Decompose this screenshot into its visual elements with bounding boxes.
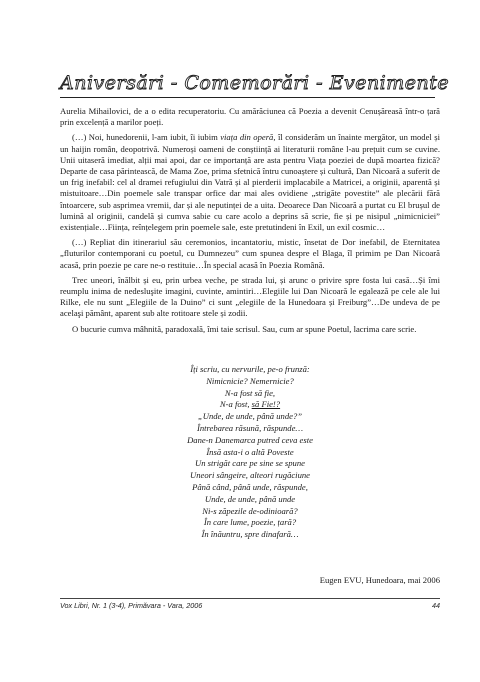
poem-line: N-a fost să fie, bbox=[224, 387, 276, 398]
paragraph-1: Aurelia Mihailovici, de a o edita recuperatoriu. Cu amărăciunea că Poezia a devenit Cenușăreasă într-o țară prin excelență a marilor poeți. bbox=[60, 106, 440, 128]
paragraph-4: Trec uneori, înălbit și eu, prin urbea veche, pe strada lui, și arunc o privire spre fosta lui casă…Și îmi reumplu inima de nedesluşite imagini, cuvinte, amintiri…Elegiile lui Dan Nicoară le egalează pe cele ale lui Rilke, ele nu sunt „Elegiile de la Duino” ci sunt „elegiile de la Hunedoara și Freiburg”…De undeva de pe acelaşi pământ, aparent sub alte rotitoare stele și zodii. bbox=[60, 274, 440, 319]
footer-divider bbox=[60, 598, 440, 599]
poem-line: Până când, până unde, răspunde, bbox=[192, 481, 308, 492]
paragraph-3: (…) Repliat din itinerariul său ceremonios, incantatoriu, mistic, însetat de Dor inefabil, de Eternitatea „fluturilor contemporani cu poetul, cu Dumnezeu” cum spunea despre el Blaga, îl primim pe Dan Nicoară acasă, prin poezie pe care ne-o restituie…În special acasă în Poezia Română. bbox=[60, 237, 440, 270]
poem-line: Un strigăt care pe sine se spune bbox=[195, 458, 305, 469]
paragraph-5: O bucurie cumva mâhnită, paradoxală, îmi taie scrisul. Sau, cum ar spune Poetul, lacrima care scrie. bbox=[72, 323, 417, 334]
poem-line: „Unde, de unde, până unde?” bbox=[197, 411, 303, 422]
section-title: Aniversări - Comemorări - Evenimente bbox=[60, 72, 450, 94]
paragraph-2-emphasis: viața din operă bbox=[220, 132, 274, 143]
poem-line: În înăuntru, spre dinafară… bbox=[201, 529, 299, 540]
poem-line bbox=[60, 399, 440, 411]
author-signature: Eugen EVU, Hunedoara, mai 2006 bbox=[319, 575, 440, 585]
page-number: 44 bbox=[432, 601, 440, 610]
paragraph-2 bbox=[60, 132, 440, 233]
poem-line: Întrebarea răsună, răspunde… bbox=[196, 422, 304, 433]
poem bbox=[60, 364, 440, 541]
poem-line: Uneori sângeire, alteori rugăciune bbox=[190, 470, 310, 481]
header-divider bbox=[60, 97, 435, 98]
journal-citation: Vox Libri, Nr. 1 (3-4), Primăvara - Vara, 2006 bbox=[60, 601, 203, 610]
poem-line: Nimicnicie? Nemernicie? bbox=[206, 375, 294, 386]
poem-line: Unde, de unde, până unde bbox=[204, 493, 296, 504]
article-body bbox=[60, 106, 440, 339]
poem-line-start: N-a fost, bbox=[219, 399, 252, 410]
poem-line: Ni-s zăpezile de-odinioară? bbox=[202, 505, 298, 516]
paragraph-2-rest: , îl considerăm un înainte mergător, un model și un haijin român, deopotrivă. Numeroși oameni de conștiință ai literaturii române l-au prețuit cum se cuvine. Unii uitaseră imediat, alții mai apoi, dar ce importanță are asta pentru Viața poeziei de după moartea fizică? Departe de casa părintească, de Mama Zoe, prima sfetnică întru cunoaștere și cultură, Dan Nicoară a suferit de un frig inefabil: cel al dramei refugiului din Vatră și al pierderii implacabile a Matricei, a originii, aparentă și mistuitoare…Din poemele sale transpar orfice dar mai ales ovidiene „strigăte povestite” ale plecării fără întoarcere, sub asprimea vremii, dar și ale neputinței de a uita. Deoarece Dan Nicoară a purtat cu El brușul de lumină al originii, candelă și cumva sabie cu care acolo a deprins să scrie, fie și pe nisipul „nimicniciei” existențiale…Ființa, reînțelegem prin poemele sale, este pretutindeni în Exil, un exil cosmic… bbox=[60, 132, 440, 233]
paragraph-2-start: (…) Noi, hunedorenii, l-am iubit, îi iubim bbox=[72, 132, 221, 143]
poem-line: Dane-n Danemarca putred ceva este bbox=[187, 434, 313, 445]
poem-line: Îți scriu, cu nervurile, pe-o frunză: bbox=[190, 364, 310, 374]
poem-line: Însă asta-i o altă Poveste bbox=[206, 446, 294, 457]
poem-line: În care lume, poezie, țară? bbox=[203, 517, 297, 528]
poem-underlined-phrase: să Fie!? bbox=[251, 399, 281, 410]
